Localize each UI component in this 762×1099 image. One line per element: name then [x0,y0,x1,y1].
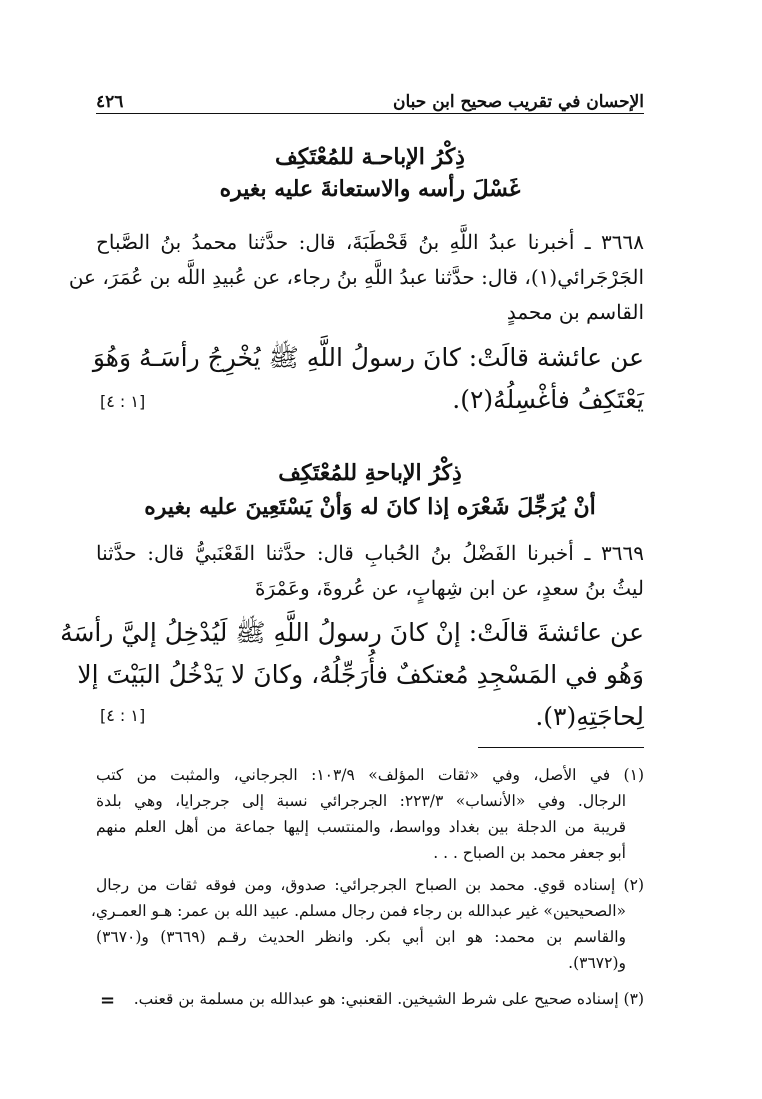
running-title: الإحسان في تقريب صحيح ابن حبان [393,92,644,112]
section-2-heading: ذِكْرُ الإباحةِ للمُعْتَكِف [278,460,462,486]
section-1-subheading: غَسْلَ رأسه والاستعانةَ عليه بغيره [219,176,521,202]
isnad-line: الجَرْجَرائي(١)، قال: حدَّثنا عبدُ اللَّهِ بنُ رجاء، عن عُبيدِ اللَّه بن عُمَرَ، عن [68,265,644,289]
matn-line: عن عائشة قالَتْ: كانَ رسولُ اللَّهِ ﷺ يُخْرِجُ رأسَـهُ وَهُوَ [92,343,644,372]
hadith-3668-matn [92,337,644,421]
isnad-line: ليثُ بنُ سعدٍ، عن ابن شِهابٍ، عن عُروةَ، وعَمْرَةَ [254,576,644,600]
footnote-line: والقاسم بن محمد: هو ابن أبي بكر. وانظر الحديث رقـم (٣٦٦٩) و(٣٦٧٠) [96,928,626,946]
footnote-line: (٣) إسناده صحيح على شرط الشيخين. القعنبي: هو عبدالله بن مسلمة بن قعنب. [133,990,644,1008]
page-number: ٤٢٦ [96,92,124,112]
hadith-3668-reference: [١ : ٤] [100,392,146,411]
footnote-line: الرجال. وفي «الأنساب» ٢٢٣/٣: الجرجرائي نسبة إلى جرجرايا، وهي بلدة [96,792,626,810]
isnad-line: القاسم بن محمدٍ [506,300,644,324]
footnote-line: و(٣٦٧٢). [568,954,626,972]
section-1-heading: ذِكْرُ الإباحـة للمُعْتَكِف [275,144,465,170]
footnote-2 [90,872,644,976]
footnote-rule [478,747,644,748]
isnad-line: ٣٦٦٨ ـ أخبرنا عبدُ اللَّهِ بنُ قَحْطَبَةَ، قال: حدَّثنا محمدُ بنُ الصَّباح [96,230,644,254]
matn-line: لِحاجَتِهِ(٣). [535,702,644,731]
footnote-3 [134,986,644,1012]
footnote-line: قريبة من الدجلة بين بغداد وواسط، والمنتسب إليها جماعة من أهل العلم منهم [96,818,626,836]
hadith-3669-reference: [١ : ٤] [100,706,146,725]
footnote-line: (١) في الأصل، وفي «ثقات المؤلف» ١٠٣/٩: الجرجاني، والمثبت من كتب [96,766,644,784]
hadith-3669-matn [60,612,644,738]
section-2-subheading: أنْ يُرَجِّلَ شَعْرَه إذا كانَ له وَأنْ يَسْتَعِينَ عليه بغيره [144,494,596,520]
footnote-line: (٢) إسناده قوي. محمد بن الصباح الجرجرائي: صدوق، ومن فوقه ثقات من رجال [96,876,644,894]
hadith-3668-isnad [68,225,644,330]
continuation-mark: = [100,990,116,1011]
header-rule [96,113,644,114]
matn-line: وَهُو في المَسْجِدِ مُعتكفٌ فأُرَجِّلُهُ، وكانَ لا يَدْخُلُ البَيْتَ إلا [77,660,644,689]
running-header [96,84,644,112]
footnote-line: أبو جعفر محمد بن الصباح . . . [433,844,626,862]
footnote-1 [96,762,644,866]
hadith-3669-isnad [96,536,644,606]
isnad-line: ٣٦٦٩ ـ أخبرنا الفَضْلُ بنُ الحُبابِ قال: حدَّثنا القَعْنَبيُّ قال: حدَّثنا [96,541,644,565]
footnote-line: «الصحيحين» غير عبدالله بن رجاء فمن رجال مسلم. عبيد الله بن عمر: هـو العمـري، [90,902,626,920]
matn-line: يَعْتَكِفُ فأغْسِلُهُ(٢). [452,385,644,414]
matn-line: عن عائشةَ قالَتْ: إنْ كانَ رسولُ اللَّهِ ﷺ لَيُدْخِلُ إليَّ رأسَهُ [60,618,644,647]
